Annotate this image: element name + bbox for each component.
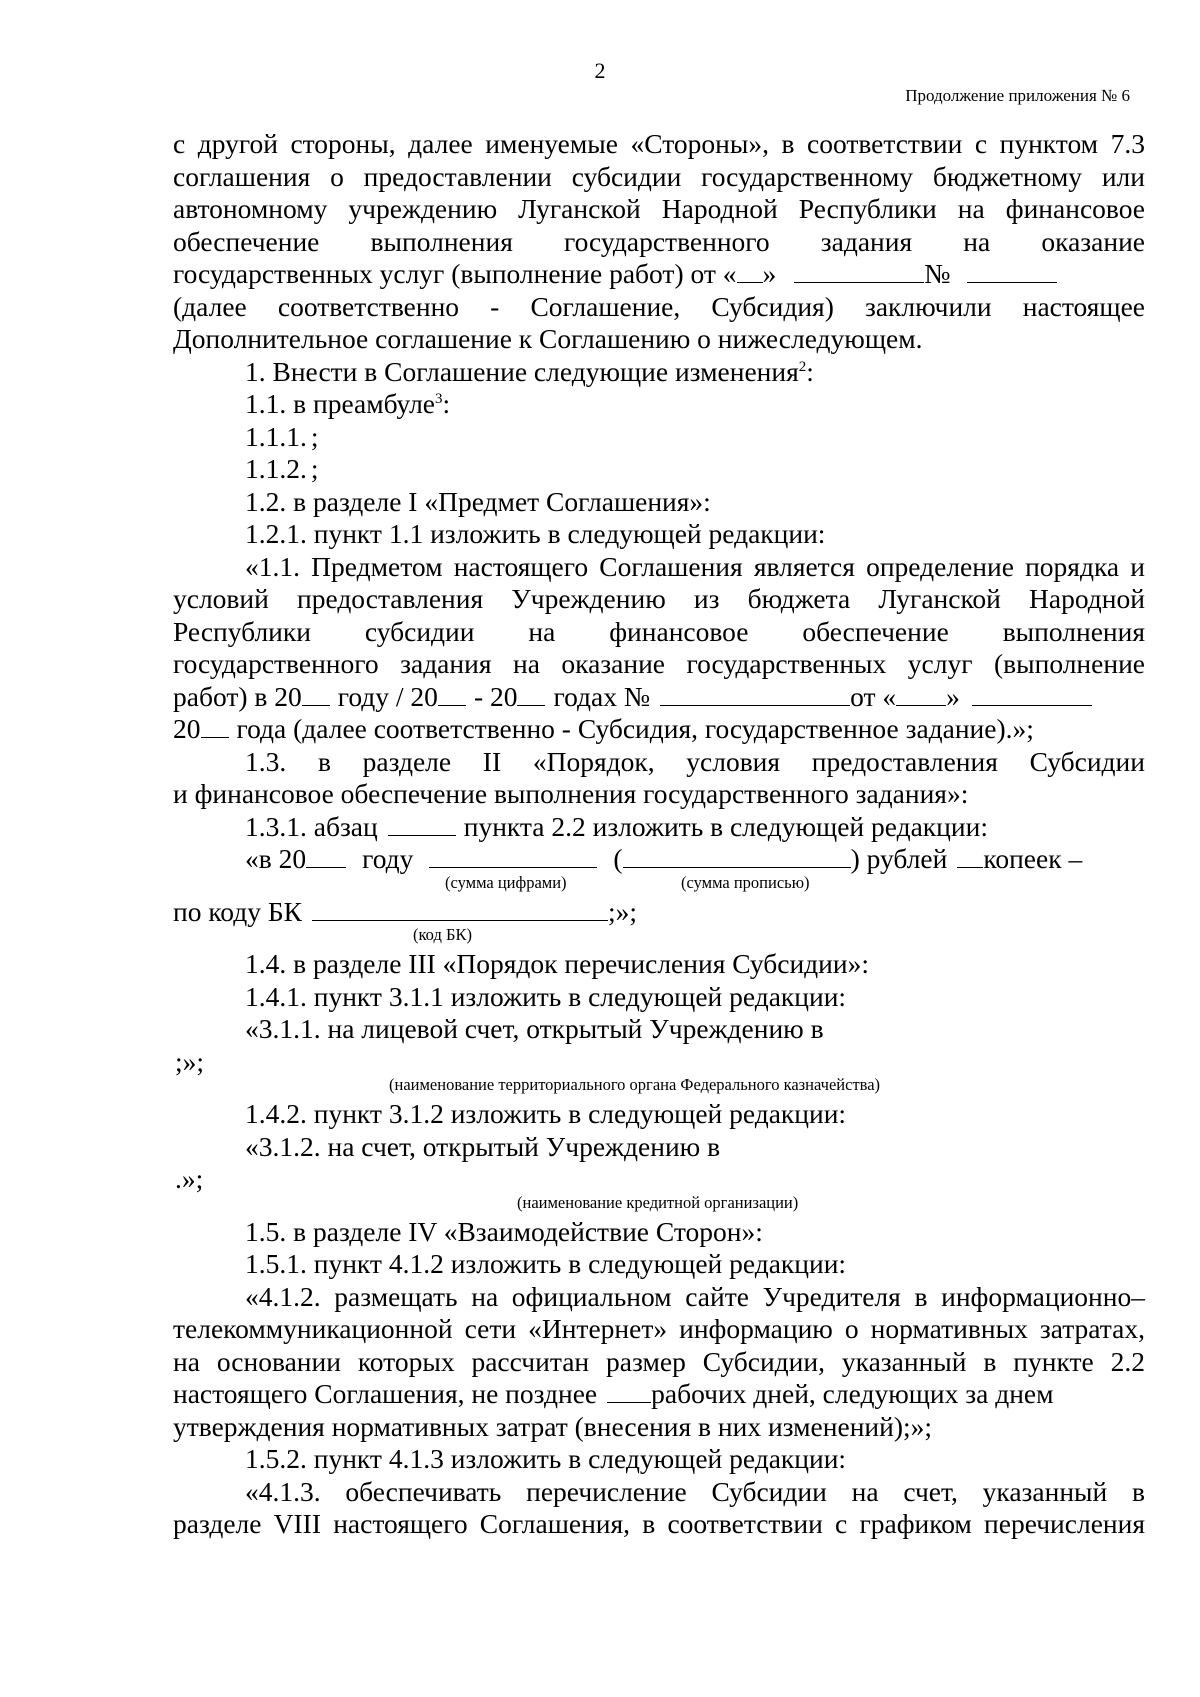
item-1-3-1: 1.3.1. абзац пункта 2.2 изложить в следующей редакции: xyxy=(245,810,988,842)
month-blank xyxy=(794,260,924,283)
quote-line: Республики субсидии на финансовое обеспечение выполнения xyxy=(173,615,1145,647)
continuation-note: Продолжение приложения № 6 xyxy=(905,86,1130,105)
item-1-1-2: 1.1.2. ; xyxy=(245,453,319,484)
quote-3-1-1: «3.1.1. на лицевой счет, открытый Учреждению в xyxy=(245,1013,824,1044)
preamble-line: (далее соответственно - Соглашение, Субсидия) заключили настоящее xyxy=(173,290,1145,322)
bank-caption: (наименование кредитной организации) xyxy=(517,1192,799,1212)
quote-line: разделе VIII настоящего Соглашения, в соответствии с графиком перечисления xyxy=(173,1508,1145,1539)
bk-blank xyxy=(312,898,608,921)
quote-line: государственного задания на оказание государственных услуг (выполнение xyxy=(173,648,1145,679)
quote-days-line: настоящего Соглашения, не позднее рабочих дней, следующих за днем xyxy=(173,1378,1054,1409)
sum-captions xyxy=(173,872,1145,896)
item-1-2: 1.2. в разделе I «Предмет Соглашения»: xyxy=(245,485,711,517)
quote-3-1-2: «3.1.2. на счет, открытый Учреждению в xyxy=(245,1130,721,1162)
quote-line: «1.1. Предметом настоящего Соглашения является определение порядка и xyxy=(245,550,1145,582)
item-1-4-2: 1.4.2. пункт 3.1.2 изложить в следующей редакции: xyxy=(245,1098,847,1129)
quote-line: утверждения нормативных затрат (внесения в них изменений);»; xyxy=(173,1410,933,1442)
document-body xyxy=(173,128,1145,1541)
treasury-caption: (наименование территориального органа Федерального казначейства) xyxy=(389,1075,881,1094)
quote-line: «4.1.2. размещать на официальном сайте Учредителя в информационно– xyxy=(245,1280,1145,1312)
item-1-5-2: 1.5.2. пункт 4.1.3 изложить в следующей редакции: xyxy=(245,1443,847,1474)
item-1-3: 1.3. в разделе II «Порядок, условия предоставления Субсидии xyxy=(245,745,1145,777)
item-1: 1. Внести в Соглашение следующие изменения$^2$: xyxy=(245,355,814,387)
quote-line: телекоммуникационной сети «Интернет» информацию о нормативных затратах, xyxy=(173,1313,1145,1344)
bk-caption: (код БК) xyxy=(413,925,472,944)
preamble-line: обеспечение выполнения государственного задания на оказание xyxy=(173,225,1145,257)
item-1-1: 1.1. в преамбуле$^3$: xyxy=(245,388,451,419)
quote-3-1-2-cont: .»; xyxy=(175,1163,204,1194)
quote-line: условий предоставления Учреждению из бюджета Луганской Народной xyxy=(173,583,1145,614)
quote-year-line: работ) в 20 году / 20 - 20 годах № от « » xyxy=(173,681,1145,714)
sum-words-blank xyxy=(623,845,851,868)
quote-line: на основании которых рассчитан размер Субсидии, указанный в пункте 2.2 xyxy=(173,1345,1145,1377)
quote-line: «4.1.3. обеспечивать перечисление Субсидии на счет, указанный в xyxy=(245,1475,1145,1507)
item-1-1-1: 1.1.1. ; xyxy=(245,420,319,452)
quote-3-1-1-cont: ;»; xyxy=(175,1045,205,1077)
quote-year-line-2: 20 года (далее соответственно - Субсидия, государственное задание).»; xyxy=(173,713,1034,744)
item-1-5-1: 1.5.1. пункт 4.1.2 изложить в следующей редакции: xyxy=(245,1248,847,1279)
item-1-4-1: 1.4.1. пункт 3.1.1 изложить в следующей редакции: xyxy=(245,980,847,1012)
caption-sum-words: (сумма прописью) xyxy=(681,872,810,892)
sum-line: «в 20 году ( ) рублей копеек – xyxy=(245,843,1083,874)
caption-sum-digits: (сумма цифрами) xyxy=(445,872,567,892)
bk-line: по коду БК ;»; xyxy=(173,895,638,927)
item-1-4: 1.4. в разделе III «Порядок перечисления Субсидии»: xyxy=(245,948,870,979)
preamble-date-line: государственных услуг (выполнение работ) от « » № xyxy=(173,258,1145,291)
day-blank xyxy=(737,260,763,283)
page-number: 2 xyxy=(594,58,606,83)
number-blank xyxy=(967,260,1057,283)
item-1-2-1: 1.2.1. пункт 1.1 изложить в следующей редакции: xyxy=(245,518,826,549)
item-1-5: 1.5. в разделе IV «Взаимодействие Сторон»: xyxy=(245,1215,763,1247)
item-1-3-cont: и финансовое обеспечение выполнения государственного задания»: xyxy=(173,778,969,809)
preamble-line: с другой стороны, далее именуемые «Стороны», в соответствии с пунктом 7.3 xyxy=(173,128,1145,159)
preamble-line: Дополнительное соглашение к Соглашению о нижеследующем. xyxy=(173,323,923,354)
sum-digits-blank xyxy=(429,845,597,868)
preamble-line: соглашения о предоставлении субсидии государственному бюджетному или xyxy=(173,160,1145,192)
preamble-line: автономному учреждению Луганской Народной Республики на финансовое xyxy=(173,193,1145,224)
